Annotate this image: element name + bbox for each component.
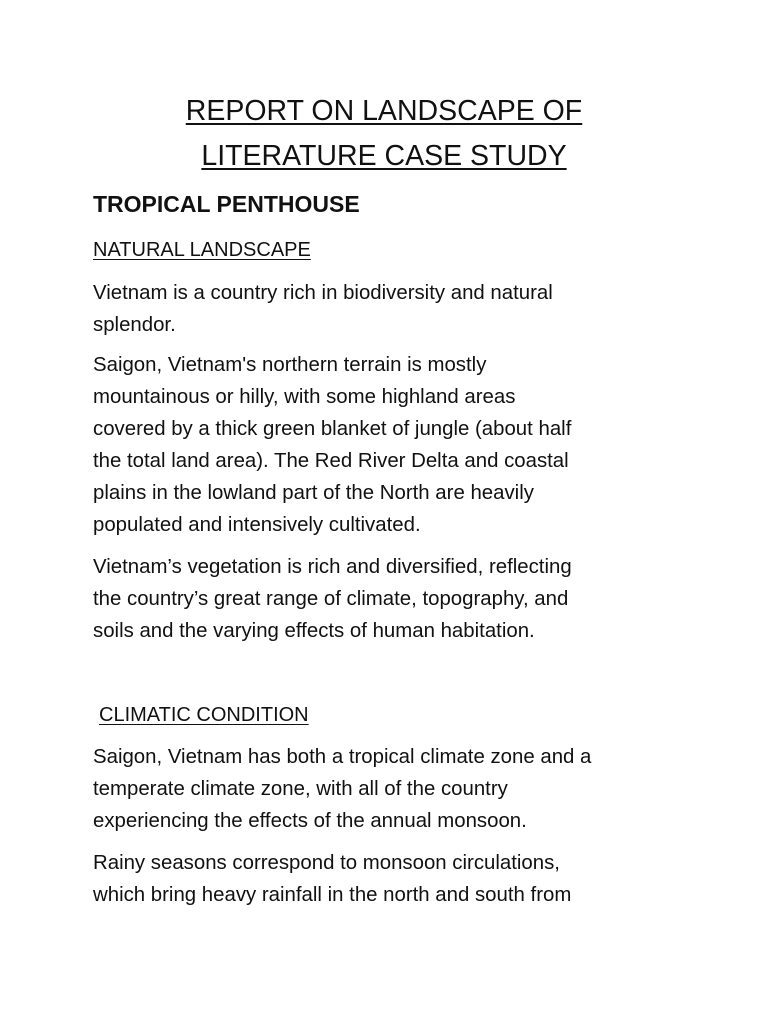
paragraph-climate-2: Rainy seasons correspond to monsoon circulations, which bring heavy rainfall in the north and south from xyxy=(93,852,572,906)
report-title-line-2: LITERATURE CASE STUDY xyxy=(201,140,567,172)
section-heading-climatic-condition: CLIMATIC CONDITION xyxy=(99,704,309,726)
report-title-line-1: REPORT ON LANDSCAPE OF xyxy=(185,95,583,127)
report-title xyxy=(0,89,768,179)
paragraph-natural-1: Vietnam is a country rich in biodiversity and natural splendor. xyxy=(93,282,553,336)
paragraph-natural-3: Vietnam’s vegetation is rich and diversified, reflecting the country’s great range of climate, topography, and soils and the varying effects of human habitation. xyxy=(93,556,572,642)
paragraph-natural-2: Saigon, Vietnam's northern terrain is mostly mountainous or hilly, with some highland areas covered by a thick green blanket of jungle (about half the total land area). The Red River Delta and coastal plains in the lowland part of the North are heavily populated and intensively cultivated. xyxy=(93,354,572,536)
section-heading-natural-landscape: NATURAL LANDSCAPE xyxy=(93,239,311,261)
project-subtitle: TROPICAL PENTHOUSE xyxy=(93,191,360,217)
paragraph-climate-1: Saigon, Vietnam has both a tropical climate zone and a temperate climate zone, with all of the country experiencing the effects of the annual monsoon. xyxy=(93,746,592,832)
